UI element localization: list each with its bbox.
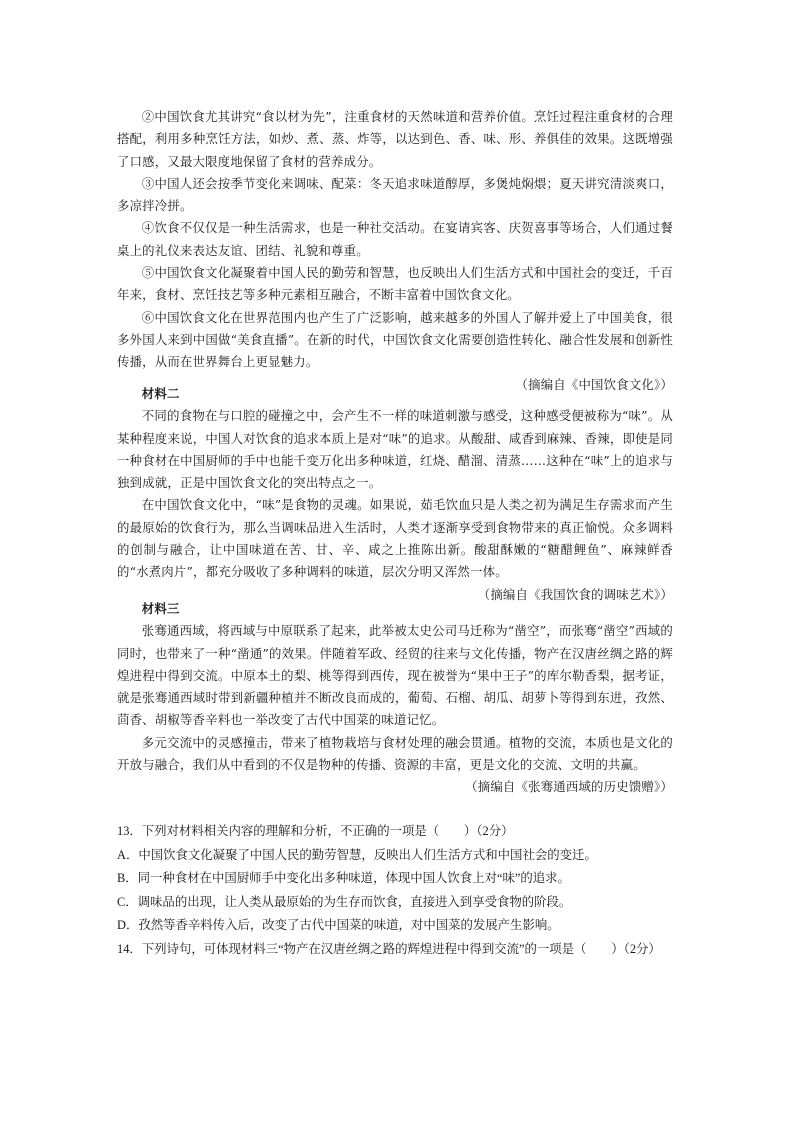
- material-one-paragraph-3: ③中国人还会按季节变化来调味、配菜：冬天追求味道醇厚，多煲炖焖煨；夏天讲究清淡爽口，多凉拌冷拼。: [117, 175, 673, 214]
- questions-section: [117, 820, 689, 962]
- material-one-paragraph-5: ⑤中国饮食文化凝聚着中国人民的勤劳和智慧，也反映出人们生活方式和中国社会的变迁，千百年来，食材、烹饪技艺等多种元素相互融合，不断丰富着中国饮食文化。: [117, 265, 673, 303]
- material-three-paragraph-1: 张骞通西域，将西域与中原联系了起来，此举被太史公司马迁称为“凿空”，而张骞“凿空”西域的同时，也带来了一种“凿通”的效果。伴随着军政、经贸的往来与文化传播，物产在汉唐丝绸之路的辉煌进程中得到交流。中原本土的梨、桃等得到西传，现在被誉为“果中王子”的库尔勒香梨，据考证，就是张骞通西域时带到新疆种植并不断改良而成的，葡萄、石榴、胡瓜、胡萝卜等得到东进，孜然、茴香、胡椒等香辛料也一举改变了古代中国菜的味道记忆。: [117, 623, 673, 728]
- material-two-source: （摘编自《我国饮食的调味艺术》）: [477, 586, 673, 602]
- question-13-option-a[interactable]: A．中国饮食文化凝聚了中国人民的勤劳智慧，反映出人们生活方式和中国社会的变迁。: [117, 847, 597, 862]
- material-three-source: （摘编自《张骞通西域的历史馈赠》）: [465, 779, 673, 795]
- question-13-option-d[interactable]: D．孜然等香辛料传入后，改变了古代中国菜的味道，对中国菜的发展产生影响。: [117, 918, 560, 933]
- material-two-heading: 材料二: [141, 386, 180, 401]
- material-two-paragraph-2: 在中国饮食文化中，“味”是食物的灵魂。如果说，茹毛饮血只是人类之初为满足生存需求而产生的最原始的饮食行为，那么当调味品进入生活时，人类才逐渐享受到食物带来的真正愉悦。众多调料的创制与融合，让中国味道在苦、甘、辛、咸之上推陈出新。酸甜酥嫩的“糖醋鲤鱼”、麻辣鲜香的“水煮肉片”，都充分吸收了多种调料的味道，层次分明又浑然一体。: [117, 497, 673, 580]
- material-three-heading: 材料三: [141, 601, 180, 616]
- question-13-option-c[interactable]: C．调味品的出现，让人类从最原始的为生存而饮食，直接进入到享受食物的阶段。: [117, 894, 572, 909]
- material-three-paragraph-2: 多元交流中的灵感撞击，带来了植物栽培与食材处理的融会贯通。植物的交流，本质也是文化的开放与融合，我们从中看到的不仅是物种的传播、资源的丰富，更是文化的交流、文明的共赢。: [117, 734, 673, 773]
- material-two-section: [117, 383, 673, 606]
- question-13-stem: 13．下列对材料相关内容的理解和分析，不正确的一项是（ ）（2分）: [117, 824, 514, 838]
- material-one-paragraph-2: ②中国饮食尤其讲究“食以材为先”，注重食材的天然味道和营养价值。烹饪过程注重食材的合理搭配，利用多种烹饪方法，如炒、煮、蒸、炸等，以达到色、香、味、形、养俱佳的效果。这既增强了口感，又最大限度地保留了食材的营养成分。: [117, 109, 673, 169]
- material-three-section: [117, 598, 673, 799]
- material-one-section: [117, 106, 673, 396]
- material-one-paragraph-6: ⑥中国饮食文化在世界范围内也产生了广泛影响，越来越多的外国人了解并爱上了中国美食，很多外国人来到中国做“美食直播”。在新的时代，中国饮食文化需要创造性转化、融合性发展和创新性传播，从而在世界舞台上更显魅力。: [117, 309, 673, 370]
- question-13-option-b[interactable]: B．同一种食材在中国厨师手中变化出多种味道，体现中国人饮食上对“味”的追求。: [117, 871, 570, 886]
- material-one-source: （摘编自《中国饮食文化》）: [515, 376, 673, 392]
- material-two-paragraph-1: 不同的食物在与口腔的碰撞之中，会产生不一样的味道刺激与感受，这种感受便被称为“味”。从某种程度来说，中国人对饮食的追求本质上是对“味”的追求。从酸甜、咸香到麻辣、香辣，即使是同一种食材在中国厨师的手中也能千变万化出多种味道，红烧、醋溜、清蒸……这种在“味”上的追求与独到成就，正是中国饮食文化的突出特点之一。: [117, 408, 673, 491]
- question-14-stem: 14．下列诗句，可体现材料三“物产在汉唐丝绸之路的辉煌进程中得到交流”的一项是（ ）（2分）: [117, 941, 661, 956]
- material-one-paragraph-4: ④饮食不仅仅是一种生活需求，也是一种社交活动。在宴请宾客、庆贺喜事等场合，人们通过餐桌上的礼仪来表达友谊、团结、礼貌和尊重。: [117, 220, 673, 258]
